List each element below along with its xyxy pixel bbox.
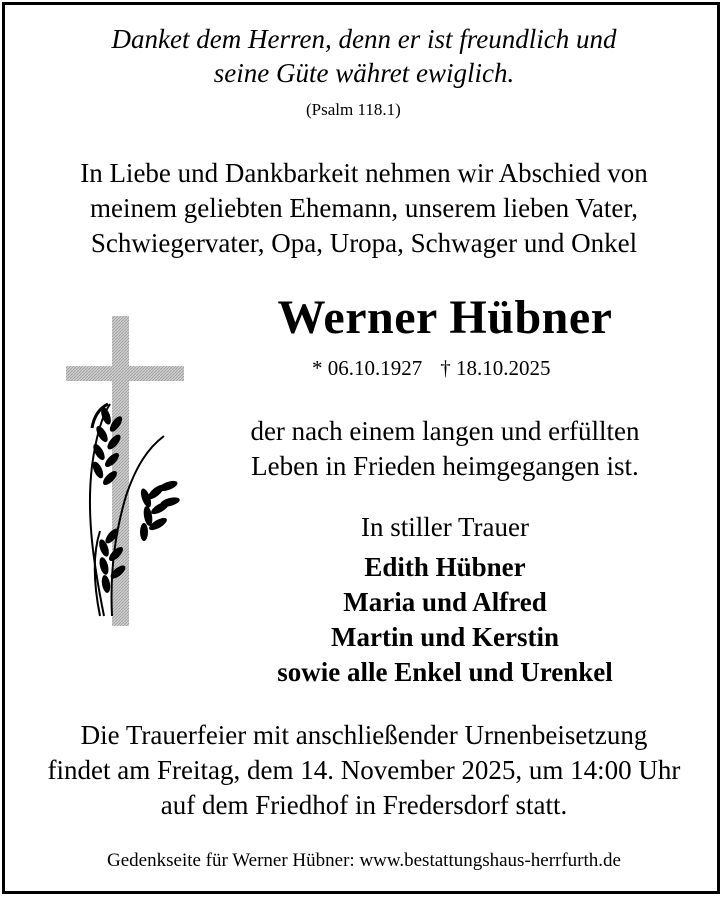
funeral-line-1: Die Trauerfeier mit anschließender Urnenbeisetzung: [80, 720, 648, 750]
mourner-name: Maria und Alfred: [343, 587, 547, 617]
verse-line-1: Danket dem Herren, denn er ist freundlich und: [111, 24, 617, 54]
intro-line-3: Schwiegervater, Opa, Uropa, Schwager und Onkel: [90, 228, 638, 258]
mourner-name: sowie alle Enkel und Urenkel: [277, 657, 613, 687]
tribute-line-1: der nach einem langen und erfüllten: [250, 416, 640, 446]
verse-source: (Psalm 118.1): [306, 100, 401, 119]
verse-line-2: seine Güte währet ewiglich.: [213, 58, 515, 88]
memorial-page-link[interactable]: Gedenkseite für Werner Hübner: www.bestattungshaus-herrfurth.de: [107, 850, 621, 871]
birth-date: * 06.10.1927: [312, 356, 423, 380]
bible-verse: [0, 22, 728, 90]
funeral-info: [0, 718, 728, 823]
intro-line-2: meinem geliebten Ehemann, unserem lieben Vater,: [90, 193, 638, 223]
cross-horizontal-beam: [66, 366, 184, 381]
mourner-name: Edith Hübner: [364, 552, 526, 582]
mourners-list: [160, 550, 728, 690]
life-dates: [312, 356, 551, 381]
intro-line-1: In Liebe und Dankbarkeit nehmen wir Abschied von: [80, 158, 648, 188]
tribute-text: [160, 414, 728, 484]
tribute-line-2: Leben in Frieden heimgegangen ist.: [251, 451, 639, 481]
mourner-name: Martin und Kerstin: [330, 622, 559, 652]
deceased-name: Werner Hübner: [277, 291, 613, 344]
mourning-heading: In stiller Trauer: [361, 512, 529, 542]
intro-text: [0, 156, 728, 261]
death-date: † 18.10.2025: [440, 356, 551, 380]
funeral-line-3: auf dem Friedhof in Fredersdorf statt.: [160, 790, 568, 820]
funeral-line-2: findet am Freitag, dem 14. November 2025, um 14:00 Uhr: [47, 755, 681, 785]
cross-vertical-beam: [112, 316, 129, 626]
